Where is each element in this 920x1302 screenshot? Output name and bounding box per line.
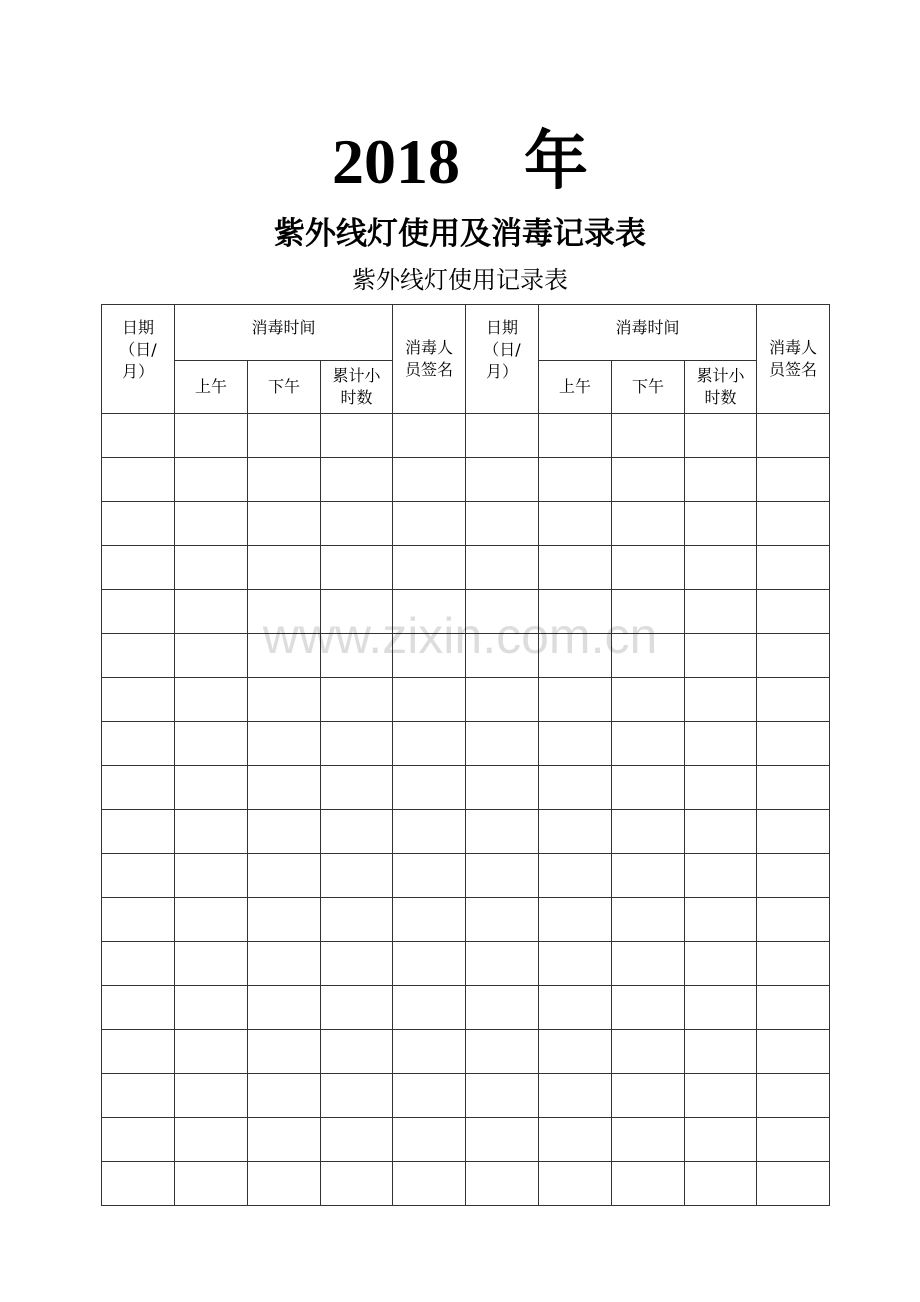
date-cell[interactable] <box>466 854 539 898</box>
afternoon-cell[interactable] <box>612 986 685 1030</box>
afternoon-cell[interactable] <box>248 986 321 1030</box>
afternoon-cell[interactable] <box>248 942 321 986</box>
table-row <box>102 1118 830 1162</box>
table-row <box>102 590 830 634</box>
afternoon-cell[interactable] <box>248 1162 321 1206</box>
date-header <box>466 305 539 414</box>
date-cell[interactable] <box>466 678 539 722</box>
signature-header-line2: 员签名 <box>404 360 453 379</box>
table-row <box>102 678 830 722</box>
signature-header-line1: 消毒人 <box>404 338 453 357</box>
signature-cell[interactable] <box>393 1162 466 1206</box>
cumulative-hours-cell[interactable] <box>321 942 393 986</box>
date-cell[interactable] <box>102 546 175 590</box>
afternoon-cell[interactable] <box>612 942 685 986</box>
cumulative-hours-cell[interactable] <box>685 414 757 458</box>
morning-cell[interactable] <box>539 854 612 898</box>
cumulative-hours-cell[interactable] <box>321 810 393 854</box>
date-cell[interactable] <box>102 634 175 678</box>
cumulative-hours-cell[interactable] <box>321 414 393 458</box>
table-row <box>102 458 830 502</box>
afternoon-cell[interactable] <box>248 546 321 590</box>
date-header-line2: （日/ <box>483 340 521 359</box>
morning-cell[interactable] <box>539 590 612 634</box>
signature-cell[interactable] <box>757 678 830 722</box>
date-cell[interactable] <box>466 590 539 634</box>
uv-lamp-record-table <box>101 304 830 1206</box>
cumulative-hours-cell[interactable] <box>685 502 757 546</box>
date-cell[interactable] <box>102 766 175 810</box>
signature-cell[interactable] <box>757 414 830 458</box>
afternoon-cell[interactable] <box>248 898 321 942</box>
date-cell[interactable] <box>102 590 175 634</box>
morning-cell[interactable] <box>539 502 612 546</box>
cumulative-hours-cell[interactable] <box>685 810 757 854</box>
signature-header <box>757 305 830 414</box>
date-cell[interactable] <box>466 502 539 546</box>
afternoon-cell[interactable] <box>248 678 321 722</box>
signature-cell[interactable] <box>757 766 830 810</box>
afternoon-cell[interactable] <box>612 854 685 898</box>
cumulative-hours-cell[interactable] <box>685 1118 757 1162</box>
cumulative-hours-cell[interactable] <box>685 1162 757 1206</box>
cumulative-hours-cell[interactable] <box>685 590 757 634</box>
table-title: 紫外线灯使用记录表 <box>352 266 568 294</box>
signature-cell[interactable] <box>757 898 830 942</box>
signature-cell[interactable] <box>757 810 830 854</box>
table-row <box>102 854 830 898</box>
signature-cell[interactable] <box>757 1162 830 1206</box>
watermark: www.zixin.com.cn <box>262 608 658 664</box>
header-row-1 <box>102 305 830 361</box>
date-cell[interactable] <box>466 414 539 458</box>
cumulative-hours-cell[interactable] <box>321 1030 393 1074</box>
cumulative-hours-cell[interactable] <box>685 634 757 678</box>
date-header-line3: 月） <box>121 362 154 381</box>
date-cell[interactable] <box>466 1162 539 1206</box>
cumulative-hours-cell[interactable] <box>685 546 757 590</box>
disinfection-time-header: 消毒时间 <box>539 305 757 361</box>
signature-cell[interactable] <box>393 414 466 458</box>
cumulative-hours-cell[interactable] <box>321 766 393 810</box>
afternoon-cell[interactable] <box>248 502 321 546</box>
afternoon-cell[interactable] <box>612 898 685 942</box>
date-cell[interactable] <box>102 942 175 986</box>
date-cell[interactable] <box>466 458 539 502</box>
morning-cell[interactable] <box>175 458 248 502</box>
date-cell[interactable] <box>466 634 539 678</box>
signature-cell[interactable] <box>393 546 466 590</box>
cumulative-hours-cell[interactable] <box>321 986 393 1030</box>
cumulative-hours-cell[interactable] <box>685 854 757 898</box>
cumulative-hours-cell[interactable] <box>685 1030 757 1074</box>
date-cell[interactable] <box>102 1162 175 1206</box>
table-row <box>102 1074 830 1118</box>
afternoon-cell[interactable] <box>248 854 321 898</box>
morning-cell[interactable] <box>539 414 612 458</box>
signature-header-line2: 员签名 <box>768 360 817 379</box>
morning-cell[interactable] <box>175 722 248 766</box>
morning-cell[interactable] <box>175 854 248 898</box>
date-header-line1: 日期 <box>485 318 518 337</box>
cumulative-hours-cell[interactable] <box>321 898 393 942</box>
morning-cell[interactable] <box>175 1162 248 1206</box>
morning-cell[interactable] <box>539 458 612 502</box>
table-row <box>102 546 830 590</box>
cumulative-hours-cell[interactable] <box>321 458 393 502</box>
afternoon-header: 下午 <box>612 361 685 414</box>
morning-cell[interactable] <box>539 1118 612 1162</box>
table-row <box>102 1162 830 1206</box>
afternoon-cell[interactable] <box>612 458 685 502</box>
cumulative-hours-cell[interactable] <box>321 854 393 898</box>
afternoon-cell[interactable] <box>612 634 685 678</box>
signature-cell[interactable] <box>757 546 830 590</box>
date-cell[interactable] <box>102 898 175 942</box>
morning-cell[interactable] <box>539 942 612 986</box>
afternoon-cell[interactable] <box>248 766 321 810</box>
date-cell[interactable] <box>466 942 539 986</box>
date-header-line3: 月） <box>485 362 518 381</box>
signature-cell[interactable] <box>757 722 830 766</box>
afternoon-cell[interactable] <box>248 1074 321 1118</box>
cumulative-hours-cell[interactable] <box>321 1074 393 1118</box>
date-cell[interactable] <box>102 414 175 458</box>
cumulative-hours-cell[interactable] <box>685 942 757 986</box>
morning-header: 上午 <box>175 361 248 414</box>
morning-cell[interactable] <box>175 678 248 722</box>
afternoon-cell[interactable] <box>612 414 685 458</box>
date-cell[interactable] <box>466 1074 539 1118</box>
table-row <box>102 1030 830 1074</box>
cumulative-hours-header: 累计小 时数 <box>321 361 393 414</box>
signature-header <box>393 305 466 414</box>
morning-cell[interactable] <box>539 1162 612 1206</box>
signature-cell[interactable] <box>757 1074 830 1118</box>
date-cell[interactable] <box>102 810 175 854</box>
morning-cell[interactable] <box>175 1030 248 1074</box>
signature-cell[interactable] <box>393 942 466 986</box>
date-cell[interactable] <box>102 678 175 722</box>
signature-cell[interactable] <box>393 458 466 502</box>
cumulative-hours-cell[interactable] <box>321 1118 393 1162</box>
signature-cell[interactable] <box>757 1030 830 1074</box>
signature-cell[interactable] <box>393 634 466 678</box>
document-title: 紫外线灯使用及消毒记录表 <box>274 216 646 252</box>
signature-cell[interactable] <box>757 854 830 898</box>
morning-cell[interactable] <box>175 414 248 458</box>
morning-cell[interactable] <box>175 898 248 942</box>
morning-cell[interactable] <box>539 810 612 854</box>
morning-cell[interactable] <box>175 1074 248 1118</box>
record-rows <box>102 414 830 1206</box>
date-cell[interactable] <box>466 766 539 810</box>
table-row <box>102 810 830 854</box>
date-cell[interactable] <box>466 722 539 766</box>
disinfection-time-header: 消毒时间 <box>175 305 393 361</box>
date-cell[interactable] <box>102 502 175 546</box>
signature-cell[interactable] <box>393 898 466 942</box>
date-header-line2: （日/ <box>119 340 157 359</box>
afternoon-cell[interactable] <box>248 634 321 678</box>
morning-cell[interactable] <box>539 1074 612 1118</box>
table-row <box>102 986 830 1030</box>
morning-cell[interactable] <box>539 986 612 1030</box>
date-cell[interactable] <box>466 546 539 590</box>
afternoon-cell[interactable] <box>248 810 321 854</box>
signature-cell[interactable] <box>393 678 466 722</box>
date-cell[interactable] <box>466 1118 539 1162</box>
afternoon-cell[interactable] <box>612 546 685 590</box>
morning-cell[interactable] <box>539 678 612 722</box>
afternoon-cell[interactable] <box>612 502 685 546</box>
afternoon-cell[interactable] <box>612 1074 685 1118</box>
morning-cell[interactable] <box>175 590 248 634</box>
afternoon-header: 下午 <box>248 361 321 414</box>
morning-cell[interactable] <box>175 942 248 986</box>
date-cell[interactable] <box>102 458 175 502</box>
afternoon-cell[interactable] <box>248 1030 321 1074</box>
signature-cell[interactable] <box>393 1030 466 1074</box>
afternoon-cell[interactable] <box>612 766 685 810</box>
cumulative-hours-cell[interactable] <box>685 766 757 810</box>
cumulative-hours-cell[interactable] <box>321 634 393 678</box>
cumulative-hours-cell[interactable] <box>321 546 393 590</box>
date-cell[interactable] <box>102 1118 175 1162</box>
cumulative-hours-cell[interactable] <box>685 1074 757 1118</box>
morning-cell[interactable] <box>539 766 612 810</box>
morning-cell[interactable] <box>175 810 248 854</box>
cumulative-hours-cell[interactable] <box>685 986 757 1030</box>
date-header-line1: 日期 <box>121 318 154 337</box>
afternoon-cell[interactable] <box>248 414 321 458</box>
morning-header: 上午 <box>539 361 612 414</box>
signature-header-line1: 消毒人 <box>768 338 817 357</box>
afternoon-cell[interactable] <box>612 1118 685 1162</box>
morning-cell[interactable] <box>539 634 612 678</box>
cumulative-hours-cell[interactable] <box>685 722 757 766</box>
table-row <box>102 766 830 810</box>
signature-cell[interactable] <box>393 502 466 546</box>
morning-cell[interactable] <box>539 722 612 766</box>
afternoon-cell[interactable] <box>248 590 321 634</box>
signature-cell[interactable] <box>393 854 466 898</box>
afternoon-cell[interactable] <box>612 678 685 722</box>
date-cell[interactable] <box>102 722 175 766</box>
table-row <box>102 722 830 766</box>
afternoon-cell[interactable] <box>248 722 321 766</box>
signature-cell[interactable] <box>393 722 466 766</box>
morning-cell[interactable] <box>539 898 612 942</box>
date-cell[interactable] <box>102 854 175 898</box>
signature-cell[interactable] <box>757 458 830 502</box>
signature-cell[interactable] <box>393 810 466 854</box>
morning-cell[interactable] <box>539 546 612 590</box>
date-cell[interactable] <box>466 810 539 854</box>
signature-cell[interactable] <box>757 590 830 634</box>
table-row <box>102 942 830 986</box>
table-row <box>102 634 830 678</box>
signature-cell[interactable] <box>393 590 466 634</box>
signature-cell[interactable] <box>393 1118 466 1162</box>
signature-cell[interactable] <box>393 766 466 810</box>
cumulative-hours-cell[interactable] <box>685 458 757 502</box>
afternoon-cell[interactable] <box>612 722 685 766</box>
afternoon-cell[interactable] <box>248 458 321 502</box>
signature-cell[interactable] <box>393 986 466 1030</box>
morning-cell[interactable] <box>175 766 248 810</box>
morning-cell[interactable] <box>175 986 248 1030</box>
morning-cell[interactable] <box>175 546 248 590</box>
date-cell[interactable] <box>102 986 175 1030</box>
morning-cell[interactable] <box>539 1030 612 1074</box>
signature-cell[interactable] <box>757 502 830 546</box>
date-cell[interactable] <box>466 986 539 1030</box>
signature-cell[interactable] <box>757 942 830 986</box>
afternoon-cell[interactable] <box>612 590 685 634</box>
cumulative-hours-cell[interactable] <box>321 590 393 634</box>
signature-cell[interactable] <box>757 634 830 678</box>
cumulative-hours-cell[interactable] <box>321 502 393 546</box>
afternoon-cell[interactable] <box>248 1118 321 1162</box>
afternoon-cell[interactable] <box>612 1162 685 1206</box>
cumulative-hours-cell[interactable] <box>685 678 757 722</box>
date-cell[interactable] <box>102 1074 175 1118</box>
afternoon-cell[interactable] <box>612 1030 685 1074</box>
morning-cell[interactable] <box>175 634 248 678</box>
table-row <box>102 502 830 546</box>
cumulative-hours-cell[interactable] <box>685 898 757 942</box>
date-cell[interactable] <box>102 1030 175 1074</box>
cumulative-hours-cell[interactable] <box>321 1162 393 1206</box>
morning-cell[interactable] <box>175 1118 248 1162</box>
cumulative-hours-cell[interactable] <box>321 678 393 722</box>
year-title: 2018 年 <box>332 126 588 197</box>
cumulative-hours-header: 累计小 时数 <box>685 361 757 414</box>
cumulative-hours-cell[interactable] <box>321 722 393 766</box>
signature-cell[interactable] <box>757 1118 830 1162</box>
afternoon-cell[interactable] <box>612 810 685 854</box>
signature-cell[interactable] <box>757 986 830 1030</box>
date-cell[interactable] <box>466 898 539 942</box>
table-row <box>102 898 830 942</box>
signature-cell[interactable] <box>393 1074 466 1118</box>
date-header <box>102 305 175 414</box>
table-row <box>102 414 830 458</box>
morning-cell[interactable] <box>175 502 248 546</box>
date-cell[interactable] <box>466 1030 539 1074</box>
